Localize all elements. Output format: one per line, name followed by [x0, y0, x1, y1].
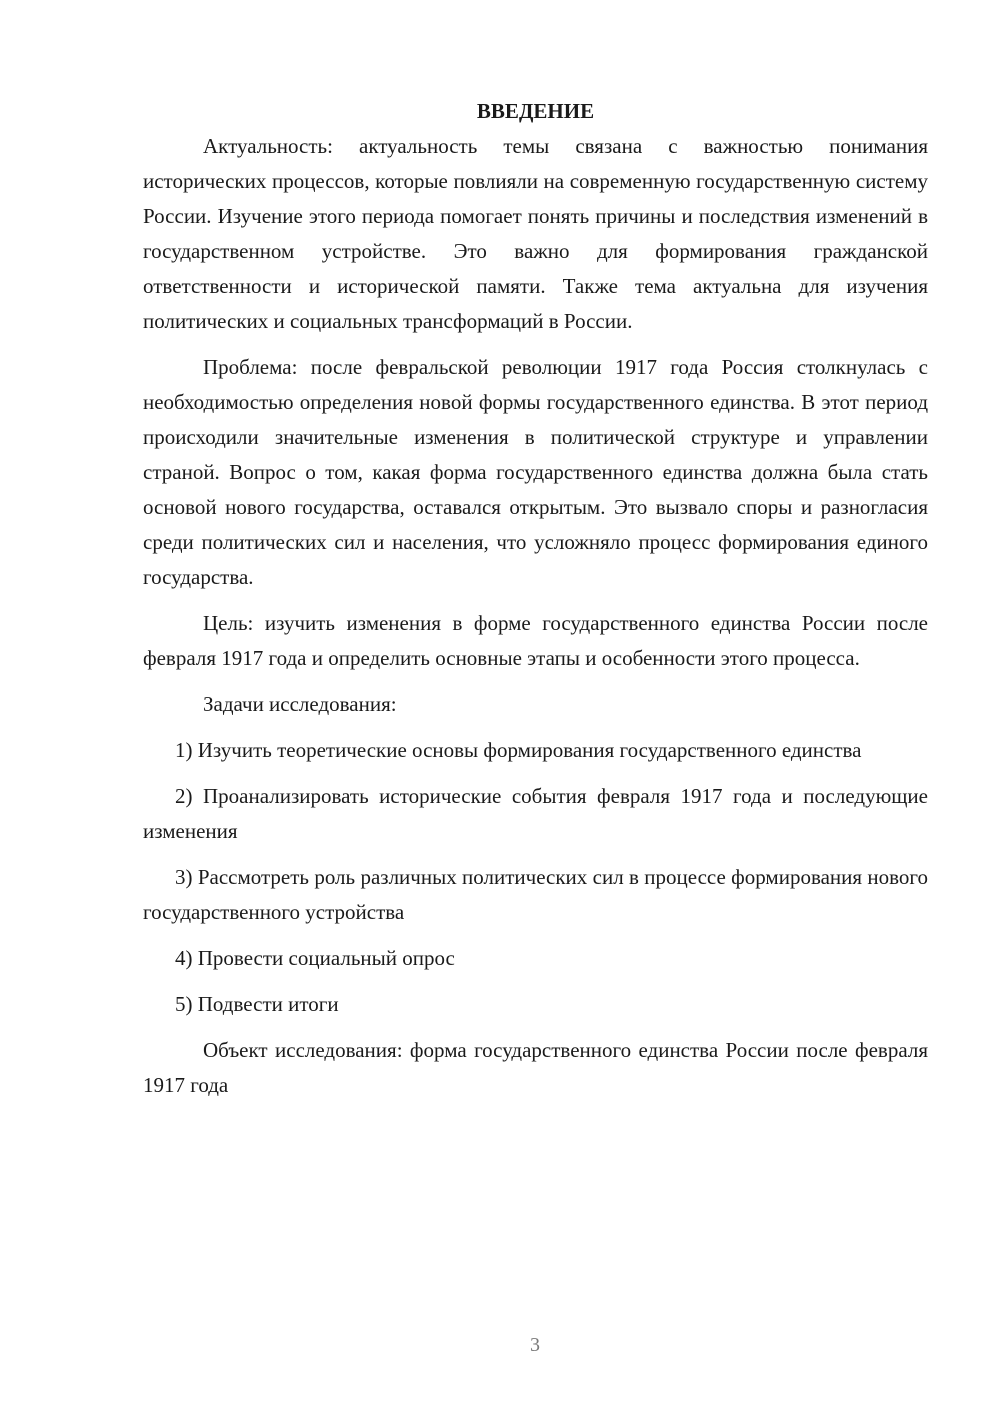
tasks-heading: Задачи исследования:: [203, 692, 397, 716]
object-paragraph: Объект исследования: форма государственного единства России после февраля 1917 года: [143, 1038, 928, 1097]
section-heading: ВВЕДЕНИЕ: [476, 99, 595, 123]
task-item: 5) Подвести итоги: [175, 992, 339, 1016]
document-page: [143, 96, 928, 1114]
task-item: 3) Рассмотреть роль различных политических сил в процессе формирования нового государственного устройства: [143, 865, 928, 924]
task-item: 1) Изучить теоретические основы формирования государственного единства: [175, 738, 862, 762]
task-item: 2) Проанализировать исторические события февраля 1917 года и последующие изменения: [143, 784, 928, 843]
goal-paragraph: Цель: изучить изменения в форме государственного единства России после февраля 1917 года и определить основные этапы и особенности этого процесса.: [143, 611, 928, 670]
task-item: 4) Провести социальный опрос: [175, 946, 455, 970]
problem-paragraph: Проблема: после февральской революции 1917 года Россия столкнулась с необходимостью определения новой формы государственного единства. В этот период происходили значительные изменения в политической структуре и управлении страной. Вопрос о том, какая форма государственного единства должна была стать основой нового государства, оставался открытым. Это вызвало споры и разногласия среди политических сил и населения, что усложняло процесс формирования единого государства.: [143, 355, 928, 589]
relevance-paragraph: Актуальность: актуальность темы связана с важностью понимания исторических процессов, которые повлияли на современную государственную систему России. Изучение этого периода помогает понять причины и последствия изменений в государственном устройстве. Это важно для формирования гражданской ответственности и исторической памяти. Также тема актуальна для изучения политических и социальных трансформаций в России.: [143, 134, 928, 333]
page-number: 3: [530, 1334, 540, 1356]
